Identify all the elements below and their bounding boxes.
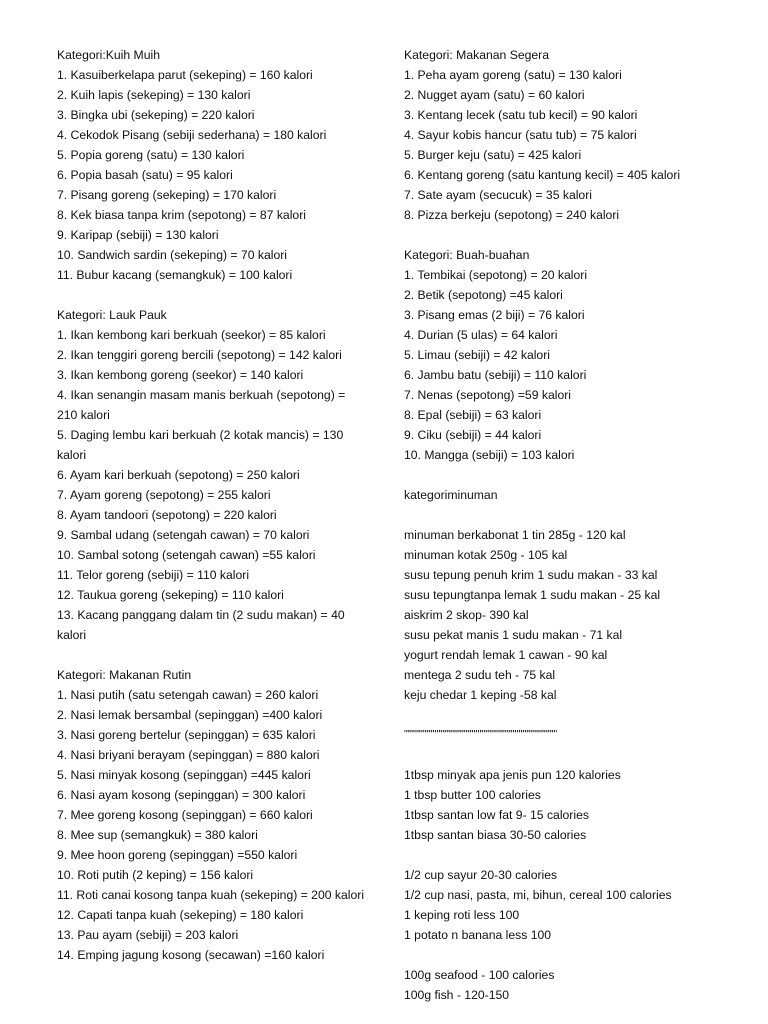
list-item: 4. Nasi briyani berayam (sepinggan) = 880 kalori xyxy=(57,748,320,762)
list-item: 1tbsp santan low fat 9- 15 calories xyxy=(404,808,589,822)
spacer xyxy=(404,705,734,725)
list-item: 12. Taukua goreng (sekeping) = 110 kalori xyxy=(57,588,284,602)
list-item: mentega 2 sudu teh - 75 kal xyxy=(404,668,556,682)
list-item: 7. Pisang goreng (sekeping) = 170 kalori xyxy=(57,188,277,202)
spacer xyxy=(404,745,734,765)
list-item: 7. Nenas (sepotong) =59 kalori xyxy=(404,388,572,402)
spacer xyxy=(404,845,734,865)
list-item: 7. Mee goreng kosong (sepinggan) = 660 kalori xyxy=(57,808,313,822)
list-item: 12. Capati tanpa kuah (sekeping) = 180 kalori xyxy=(57,908,304,922)
list-item: susu tepung penuh krim 1 sudu makan - 33 kal xyxy=(404,568,658,582)
list-item: 1. Peha ayam goreng (satu) = 130 kalori xyxy=(404,68,622,82)
list-item: 1tbsp minyak apa jenis pun 120 kalories xyxy=(404,768,621,782)
section-title: Kategori: Buah-buahan xyxy=(404,248,530,262)
section-protein xyxy=(404,965,734,1005)
list-item: 6. Kentang goreng (satu kantung kecil) = 405 kalori xyxy=(404,168,681,182)
list-item: 2. Nugget ayam (satu) = 60 kalori xyxy=(404,88,585,102)
spacer xyxy=(57,645,367,665)
list-item: 1. Tembikai (sepotong) = 20 kalori xyxy=(404,268,588,282)
list-item: 1. Nasi putih (satu setengah cawan) = 260 kalori xyxy=(57,688,319,702)
section-title: kategoriminuman xyxy=(404,488,498,502)
list-item: 100g seafood - 100 calories xyxy=(404,968,555,982)
list-item: 2. Kuih lapis (sekeping) = 130 kalori xyxy=(57,88,251,102)
list-item: 100g fish - 120-150 xyxy=(404,988,510,1002)
list-item: keju chedar 1 keping -58 kal xyxy=(404,688,557,702)
right-column xyxy=(404,45,734,1005)
list-item: aiskrim 2 skop- 390 kal xyxy=(404,608,529,622)
section-lauk-pauk xyxy=(57,305,367,645)
list-item: 4. Cekodok Pisang (sebiji sederhana) = 180 kalori xyxy=(57,128,327,142)
list-item: 8. Kek biasa tanpa krim (sepotong) = 87 kalori xyxy=(57,208,306,222)
list-item: 9. Ciku (sebiji) = 44 kalori xyxy=(404,428,542,442)
list-item: 5. Popia goreng (satu) = 130 kalori xyxy=(57,148,245,162)
list-item: 10. Mangga (sebiji) = 103 kalori xyxy=(404,448,575,462)
spacer xyxy=(404,505,734,525)
list-item: 4. Sayur kobis hancur (satu tub) = 75 kalori xyxy=(404,128,637,142)
section-makanan-rutin xyxy=(57,665,367,965)
list-item: 8. Mee sup (semangkuk) = 380 kalori xyxy=(57,828,258,842)
list-item: 1. Ikan kembong kari berkuah (seekor) = 85 kalori xyxy=(57,328,326,342)
list-item: 7. Sate ayam (secucuk) = 35 kalori xyxy=(404,188,592,202)
list-item: 13. Kacang panggang dalam tin (2 sudu makan) = 40 kalori xyxy=(57,608,345,642)
list-item: 5. Daging lembu kari berkuah (2 kotak mancis) = 130 kalori xyxy=(57,428,344,462)
list-item: 3. Nasi goreng bertelur (sepinggan) = 635 kalori xyxy=(57,728,316,742)
list-item: 11. Bubur kacang (semangkuk) = 100 kalori xyxy=(57,268,293,282)
section-title: Kategori: Makanan Rutin xyxy=(57,668,192,682)
list-item: 2. Ikan tenggiri goreng bercili (sepotong) = 142 kalori xyxy=(57,348,342,362)
list-item: 5. Nasi minyak kosong (sepinggan) =445 kalori xyxy=(57,768,311,782)
list-item: 1/2 cup sayur 20-30 calories xyxy=(404,868,558,882)
list-item: 5. Limau (sebiji) = 42 kalori xyxy=(404,348,550,362)
list-item: 7. Ayam goreng (sepotong) = 255 kalori xyxy=(57,488,271,502)
list-item: susu tepungtanpa lemak 1 sudu makan - 25 kal xyxy=(404,588,661,602)
section-fats xyxy=(404,765,734,845)
list-item: 9. Sambal udang (setengah cawan) = 70 kalori xyxy=(57,528,310,542)
list-item: 11. Telor goreng (sebiji) = 110 kalori xyxy=(57,568,250,582)
section-buah-buahan xyxy=(404,245,734,465)
list-item: minuman berkabonat 1 tin 285g - 120 kal xyxy=(404,528,626,542)
list-item: 2. Betik (sepotong) =45 kalori xyxy=(404,288,563,302)
list-item: 5. Burger keju (satu) = 425 kalori xyxy=(404,148,582,162)
spacer xyxy=(57,285,367,305)
list-item: 10. Sambal sotong (setengah cawan) =55 kalori xyxy=(57,548,316,562)
list-item: 14. Emping jagung kosong (secawan) =160 kalori xyxy=(57,948,325,962)
section-title: Kategori: Lauk Pauk xyxy=(57,308,167,322)
spacer xyxy=(404,945,734,965)
list-item: 9. Karipap (sebiji) = 130 kalori xyxy=(57,228,219,242)
list-item: 8. Ayam tandoori (sepotong) = 220 kalori xyxy=(57,508,277,522)
list-item: 8. Epal (sebiji) = 63 kalori xyxy=(404,408,542,422)
section-title: Kategori: Makanan Segera xyxy=(404,48,549,62)
list-item: 11. Roti canai kosong tanpa kuah (sekeping) = 200 kalori xyxy=(57,888,365,902)
list-item: 2. Nasi lemak bersambal (sepinggan) =400 kalori xyxy=(57,708,323,722)
list-item: 10. Sandwich sardin (sekeping) = 70 kalori xyxy=(57,248,287,262)
list-item: 9. Mee hoon goreng (sepinggan) =550 kalori xyxy=(57,848,298,862)
list-item: 10. Roti putih (2 keping) = 156 kalori xyxy=(57,868,254,882)
section-carbs xyxy=(404,865,734,945)
spacer xyxy=(404,465,734,485)
list-item: 1. Kasuiberkelapa parut (sekeping) = 160 kalori xyxy=(57,68,313,82)
list-item: 6. Nasi ayam kosong (sepinggan) = 300 kalori xyxy=(57,788,306,802)
list-item: 3. Kentang lecek (satu tub kecil) = 90 kalori xyxy=(404,108,638,122)
list-item: yogurt rendah lemak 1 cawan - 90 kal xyxy=(404,648,608,662)
list-item: 8. Pizza berkeju (sepotong) = 240 kalori xyxy=(404,208,620,222)
list-item: 6. Ayam kari berkuah (sepotong) = 250 kalori xyxy=(57,468,300,482)
list-item: 1/2 cup nasi, pasta, mi, bihun, cereal 100 calories xyxy=(404,888,672,902)
section-title: Kategori:Kuih Muih xyxy=(57,48,160,62)
list-item: 1 tbsp butter 100 calories xyxy=(404,788,541,802)
list-item: minuman kotak 250g - 105 kal xyxy=(404,548,568,562)
list-item: 4. Durian (5 ulas) = 64 kalori xyxy=(404,328,558,342)
left-column xyxy=(57,45,367,965)
section-kuih-muih xyxy=(57,45,367,285)
list-item: 3. Ikan kembong goreng (seekor) = 140 kalori xyxy=(57,368,304,382)
separator-line: """""""""""""""""""""""""""""""""""""""""""""""""""""""""""""""""""""""""" xyxy=(404,729,556,740)
list-item: 1 keping roti less 100 xyxy=(404,908,520,922)
list-item: 4. Ikan senangin masam manis berkuah (sepotong) = 210 kalori xyxy=(57,388,346,422)
section-minuman xyxy=(404,485,734,705)
list-item: 6. Popia basah (satu) = 95 kalori xyxy=(57,168,233,182)
section-makanan-segera xyxy=(404,45,734,225)
list-item: susu pekat manis 1 sudu makan - 71 kal xyxy=(404,628,623,642)
list-item: 6. Jambu batu (sebiji) = 110 kalori xyxy=(404,368,587,382)
spacer xyxy=(404,225,734,245)
list-item: 1tbsp santan biasa 30-50 calories xyxy=(404,828,587,842)
list-item: 13. Pau ayam (sebiji) = 203 kalori xyxy=(57,928,239,942)
list-item: 3. Bingka ubi (sekeping) = 220 kalori xyxy=(57,108,255,122)
list-item: 1 potato n banana less 100 xyxy=(404,928,552,942)
list-item: 3. Pisang emas (2 biji) = 76 kalori xyxy=(404,308,585,322)
